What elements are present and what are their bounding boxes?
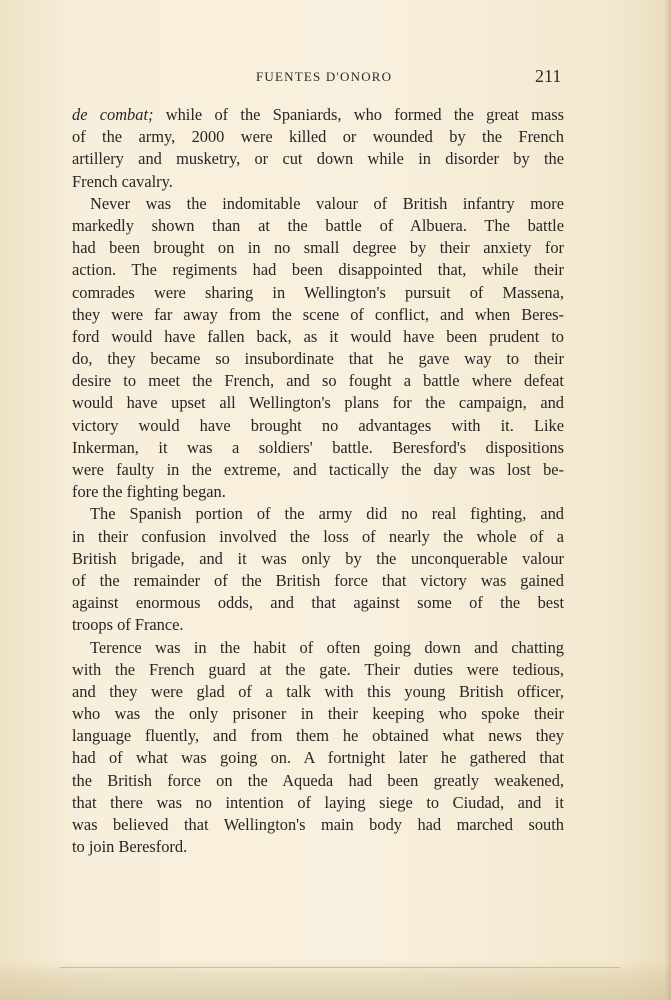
text-line: troops of France.	[72, 615, 184, 635]
text-line: Terence was in the habit of often going down and chatting	[90, 637, 564, 657]
text-line: artillery and musketry, or cut down while in disorder by the	[72, 149, 564, 169]
text-line: victory would have brought no advantages with it. Like	[72, 415, 564, 435]
text-line: was believed that Wellington's main body had marched south	[72, 815, 564, 834]
text-line: action. The regiments had been disappointed that, while their	[72, 260, 564, 280]
text-line: they were far away from the scene of conflict, and when Beres-	[72, 304, 564, 324]
text-line: and they were glad of a talk with this young British officer,	[72, 681, 564, 701]
text-line: ford would have fallen back, as it would have been prudent to	[72, 326, 564, 346]
text-line: fore the fighting began.	[72, 482, 226, 502]
text-line: to join Beresford.	[72, 837, 188, 857]
text-line: against enormous odds, and that against some of the best	[72, 593, 564, 613]
text-line	[72, 104, 564, 126]
text-line: Inkerman, it was a soldiers' battle. Beresford's dispositions	[72, 437, 564, 457]
page-number: 211	[535, 66, 562, 86]
line-remainder: while of the Spaniards, who formed the great mass	[165, 105, 564, 124]
text-line: had of what was going on. A fortnight later he gathered that	[72, 748, 564, 768]
page-bottom-edge	[60, 967, 620, 968]
text-line: of the remainder of the British force that victory was gained	[72, 570, 564, 590]
text-line: who was the only prisoner in their keeping who spoke their	[72, 704, 564, 724]
page-header	[0, 66, 671, 90]
text-line: language fluently, and from them he obtained what news they	[72, 726, 564, 746]
text-line: with the French guard at the gate. Their duties were tedious,	[72, 659, 564, 679]
text-line: the British force on the Aqueda had been greatly weakened,	[72, 770, 564, 790]
italic-phrase: de combat;	[72, 105, 154, 124]
text-line: do, they became so insubordinate that he gave way to their	[72, 349, 564, 369]
page-bottom-shadow	[0, 960, 671, 1000]
text-line: would have upset all Wellington's plans for the campaign, and	[72, 393, 564, 413]
body-text	[72, 104, 564, 858]
page-right-edge	[665, 0, 671, 1000]
text-line: The Spanish portion of the army did no real fighting, and	[90, 504, 564, 524]
text-line: of the army, 2000 were killed or wounded by the French	[72, 127, 564, 147]
text-line: in their confusion involved the loss of nearly the whole of a	[72, 526, 564, 546]
text-line: markedly shown than at the battle of Albuera. The battle	[72, 215, 564, 235]
text-line: Never was the indomitable valour of British infantry more	[90, 193, 564, 213]
text-line: British brigade, and it was only by the unconquerable valour	[72, 548, 564, 568]
text-line: that there was no intention of laying siege to Ciudad, and it	[72, 792, 564, 812]
text-line: were faulty in the extreme, and tactically the day was lost be-	[72, 460, 564, 479]
text-line: French cavalry.	[72, 171, 173, 191]
text-line: desire to meet the French, and so fought a battle where defeat	[72, 371, 564, 391]
text-line: comrades were sharing in Wellington's pursuit of Massena,	[72, 282, 564, 302]
running-head: FUENTES D'ONORO	[256, 69, 393, 84]
text-line: had been brought on in no small degree by their anxiety for	[72, 238, 564, 258]
